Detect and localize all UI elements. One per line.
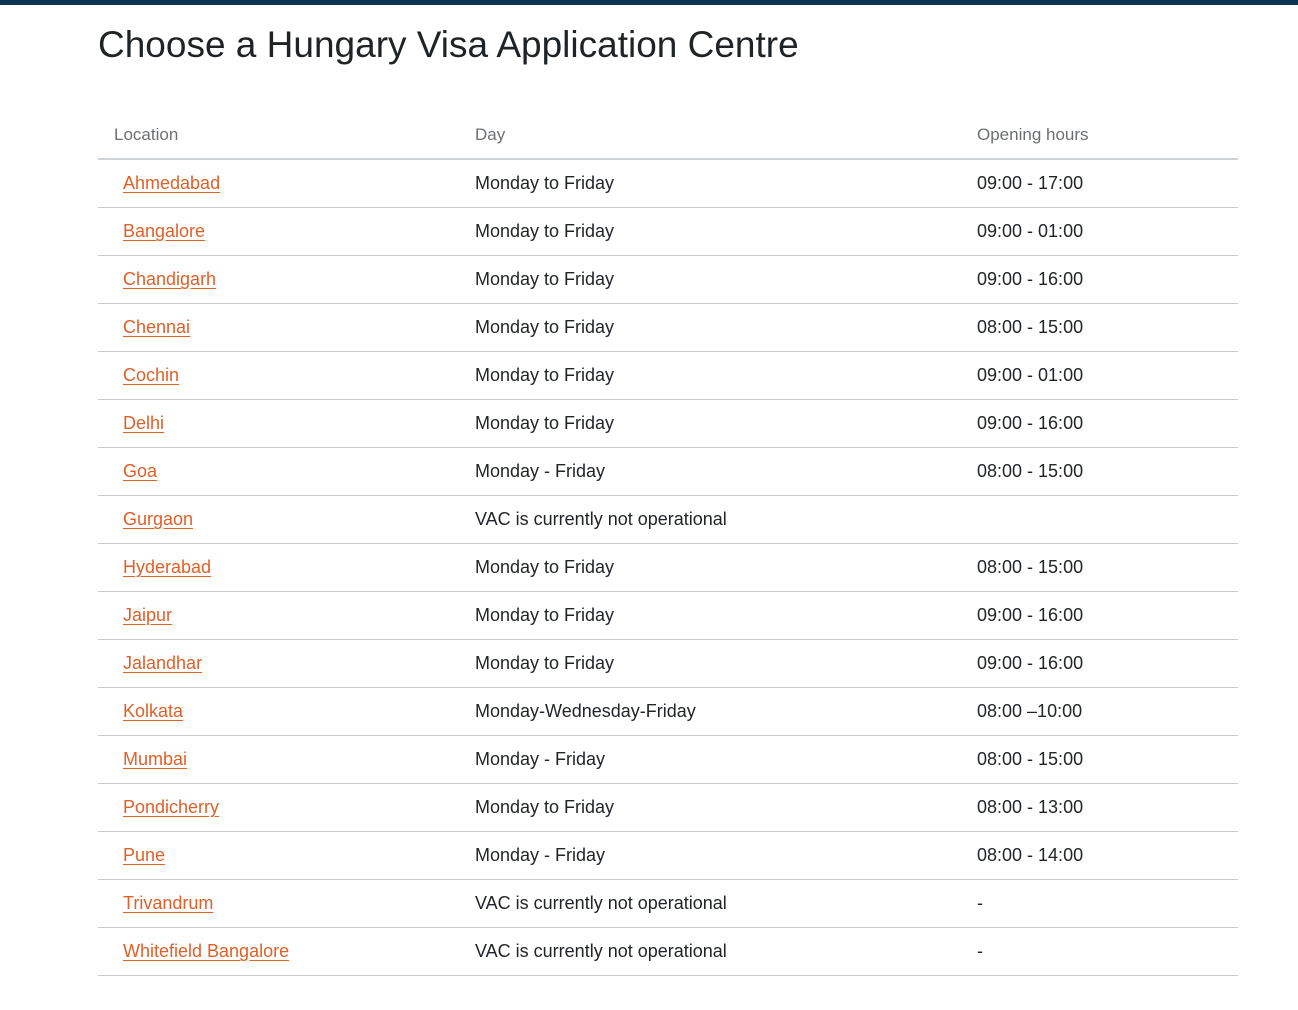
day-cell: Monday - Friday (475, 448, 977, 496)
table-row (98, 400, 1238, 448)
table-row (98, 736, 1238, 784)
day-cell: Monday to Friday (475, 352, 977, 400)
opening-hours-cell: - (977, 928, 1238, 976)
location-cell (98, 784, 475, 832)
location-link-mumbai[interactable]: Mumbai (123, 749, 188, 769)
location-link-cochin[interactable]: Cochin (123, 365, 180, 385)
location-cell (98, 496, 475, 544)
table-row (98, 448, 1238, 496)
day-cell: Monday to Friday (475, 208, 977, 256)
table-row (98, 640, 1238, 688)
opening-hours-cell: 08:00 - 15:00 (977, 736, 1238, 784)
location-cell (98, 832, 475, 880)
table-row (98, 352, 1238, 400)
day-cell: Monday to Friday (475, 256, 977, 304)
location-link-gurgaon[interactable]: Gurgaon (123, 509, 194, 529)
location-link-chandigarh[interactable]: Chandigarh (123, 269, 217, 289)
opening-hours-cell: 08:00 - 15:00 (977, 448, 1238, 496)
table-row (98, 159, 1238, 208)
opening-hours-cell: 08:00 - 13:00 (977, 784, 1238, 832)
day-cell: Monday-Wednesday-Friday (475, 688, 977, 736)
vac-locations-table (98, 112, 1238, 976)
opening-hours-cell: - (977, 880, 1238, 928)
location-cell (98, 448, 475, 496)
opening-hours-cell: 09:00 - 16:00 (977, 256, 1238, 304)
location-link-ahmedabad[interactable]: Ahmedabad (123, 173, 221, 193)
day-cell: Monday to Friday (475, 304, 977, 352)
day-cell: Monday to Friday (475, 544, 977, 592)
location-link-delhi[interactable]: Delhi (123, 413, 165, 433)
page-title: Choose a Hungary Visa Application Centre (98, 24, 799, 65)
table-header (98, 112, 1238, 159)
day-cell: Monday to Friday (475, 592, 977, 640)
location-link-jalandhar[interactable]: Jalandhar (123, 653, 203, 673)
table-body (98, 159, 1238, 976)
opening-hours-cell: 09:00 - 17:00 (977, 159, 1238, 208)
table-row (98, 688, 1238, 736)
table-row (98, 208, 1238, 256)
opening-hours-cell: 08:00 - 15:00 (977, 544, 1238, 592)
location-link-pondicherry[interactable]: Pondicherry (123, 797, 220, 817)
opening-hours-cell: 09:00 - 01:00 (977, 208, 1238, 256)
column-header-day: Day (475, 112, 977, 159)
day-cell: Monday to Friday (475, 640, 977, 688)
day-cell: Monday to Friday (475, 400, 977, 448)
table-row (98, 304, 1238, 352)
opening-hours-cell: 09:00 - 16:00 (977, 640, 1238, 688)
location-link-pune[interactable]: Pune (123, 845, 166, 865)
location-link-whitefield-bangalore[interactable]: Whitefield Bangalore (123, 941, 290, 961)
location-link-jaipur[interactable]: Jaipur (123, 605, 173, 625)
location-cell (98, 208, 475, 256)
location-link-bangalore[interactable]: Bangalore (123, 221, 206, 241)
opening-hours-cell: 09:00 - 16:00 (977, 592, 1238, 640)
day-cell: VAC is currently not operational (475, 928, 977, 976)
location-link-trivandrum[interactable]: Trivandrum (123, 893, 214, 913)
location-cell (98, 688, 475, 736)
day-cell: Monday - Friday (475, 832, 977, 880)
location-link-goa[interactable]: Goa (123, 461, 158, 481)
location-cell (98, 928, 475, 976)
day-cell: VAC is currently not operational (475, 880, 977, 928)
location-cell (98, 400, 475, 448)
location-cell (98, 256, 475, 304)
location-cell (98, 544, 475, 592)
table-row (98, 784, 1238, 832)
location-cell (98, 592, 475, 640)
day-cell: Monday to Friday (475, 159, 977, 208)
day-cell: Monday to Friday (475, 784, 977, 832)
table-row (98, 928, 1238, 976)
opening-hours-cell: 09:00 - 01:00 (977, 352, 1238, 400)
location-cell (98, 640, 475, 688)
table-row (98, 832, 1238, 880)
location-cell (98, 352, 475, 400)
table-row (98, 496, 1238, 544)
table-row (98, 544, 1238, 592)
opening-hours-cell: 08:00 - 14:00 (977, 832, 1238, 880)
location-link-hyderabad[interactable]: Hyderabad (123, 557, 212, 577)
location-cell (98, 880, 475, 928)
table-row (98, 256, 1238, 304)
day-cell: VAC is currently not operational (475, 496, 977, 544)
header-row (98, 112, 1238, 159)
table-row (98, 880, 1238, 928)
opening-hours-cell: 09:00 - 16:00 (977, 400, 1238, 448)
opening-hours-cell: 08:00 –10:00 (977, 688, 1238, 736)
top-accent-bar (0, 0, 1298, 5)
table-row (98, 592, 1238, 640)
opening-hours-cell (977, 496, 1238, 544)
column-header-location: Location (98, 112, 475, 159)
location-link-kolkata[interactable]: Kolkata (123, 701, 184, 721)
location-cell (98, 736, 475, 784)
column-header-opening-hours: Opening hours (977, 112, 1238, 159)
opening-hours-cell: 08:00 - 15:00 (977, 304, 1238, 352)
location-cell (98, 159, 475, 208)
day-cell: Monday - Friday (475, 736, 977, 784)
location-cell (98, 304, 475, 352)
location-link-chennai[interactable]: Chennai (123, 317, 191, 337)
